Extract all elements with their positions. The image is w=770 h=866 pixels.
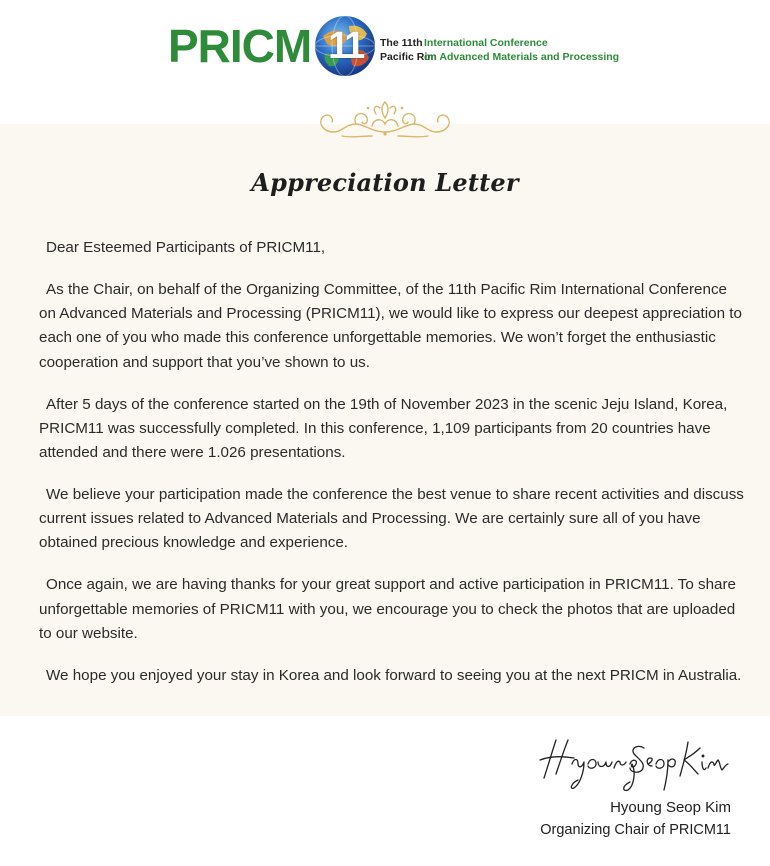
- logo-the-11th: The 11th: [380, 37, 423, 49]
- logo-pacific-rim: Pacific Rim: [380, 51, 437, 63]
- signer-name: Hyoung Seop Kim: [610, 799, 731, 816]
- globe-logo-icon: [313, 14, 377, 78]
- conference-logo[interactable]: [168, 14, 377, 78]
- signer-role: Organizing Chair of PRICM11: [540, 822, 731, 838]
- paragraph-text: Once again, we are having thanks for your great support and active participation in PRICM11. To share unforgettable memories of PRICM11 with you, we encourage you to check the photos that are uploaded to our website.: [39, 576, 737, 642]
- logo-advanced-materials: on Advanced Materials and Processing: [424, 51, 620, 63]
- paragraph-text: We believe your participation made the conference the best venue to share recent activities and discuss current issues related to Advanced Materials and Processing. We are certainly sure all of you have obtained precious knowledge and experience.: [39, 486, 744, 552]
- paragraph: [39, 664, 745, 688]
- paragraph-text: After 5 days of the conference started on the 19th of November 2023 in the scenic Jeju Island, Korea, PRICM11 was successfully completed. In this conference, 1,109 participants from 20 countries have attended and there were 1.026 presentations.: [39, 395, 728, 462]
- paragraph-text: We hope you enjoyed your stay in Korea and look forward to seeing you at the next PRICM in Australia.: [46, 666, 742, 684]
- flourish-ornament-icon: [312, 96, 458, 142]
- paragraph-text: As the Chair, on behalf of the Organizing Committee, of the 11th Pacific Rim International Conference on Advanced Materials and Processing (PRICM11), we would like to express our deepest appreciation to each one of you who made this conference unforgettable memories. We won’t forget the enthusiastic cooperation and support that you’ve shown to us.: [39, 281, 742, 371]
- logo-international-conference: International Conference: [424, 37, 548, 49]
- logo-number: 11: [328, 24, 363, 67]
- paragraph: [39, 278, 745, 375]
- salutation: Dear Esteemed Participants of PRICM11,: [46, 239, 326, 256]
- paragraph: [39, 393, 745, 466]
- paragraph: [39, 483, 745, 556]
- logo-wordmark: PRICM: [168, 20, 312, 72]
- paragraph: [39, 573, 745, 646]
- letter-title: Appreciation Letter: [251, 168, 519, 197]
- letter-body: [39, 236, 745, 706]
- handwritten-signature: [534, 728, 734, 798]
